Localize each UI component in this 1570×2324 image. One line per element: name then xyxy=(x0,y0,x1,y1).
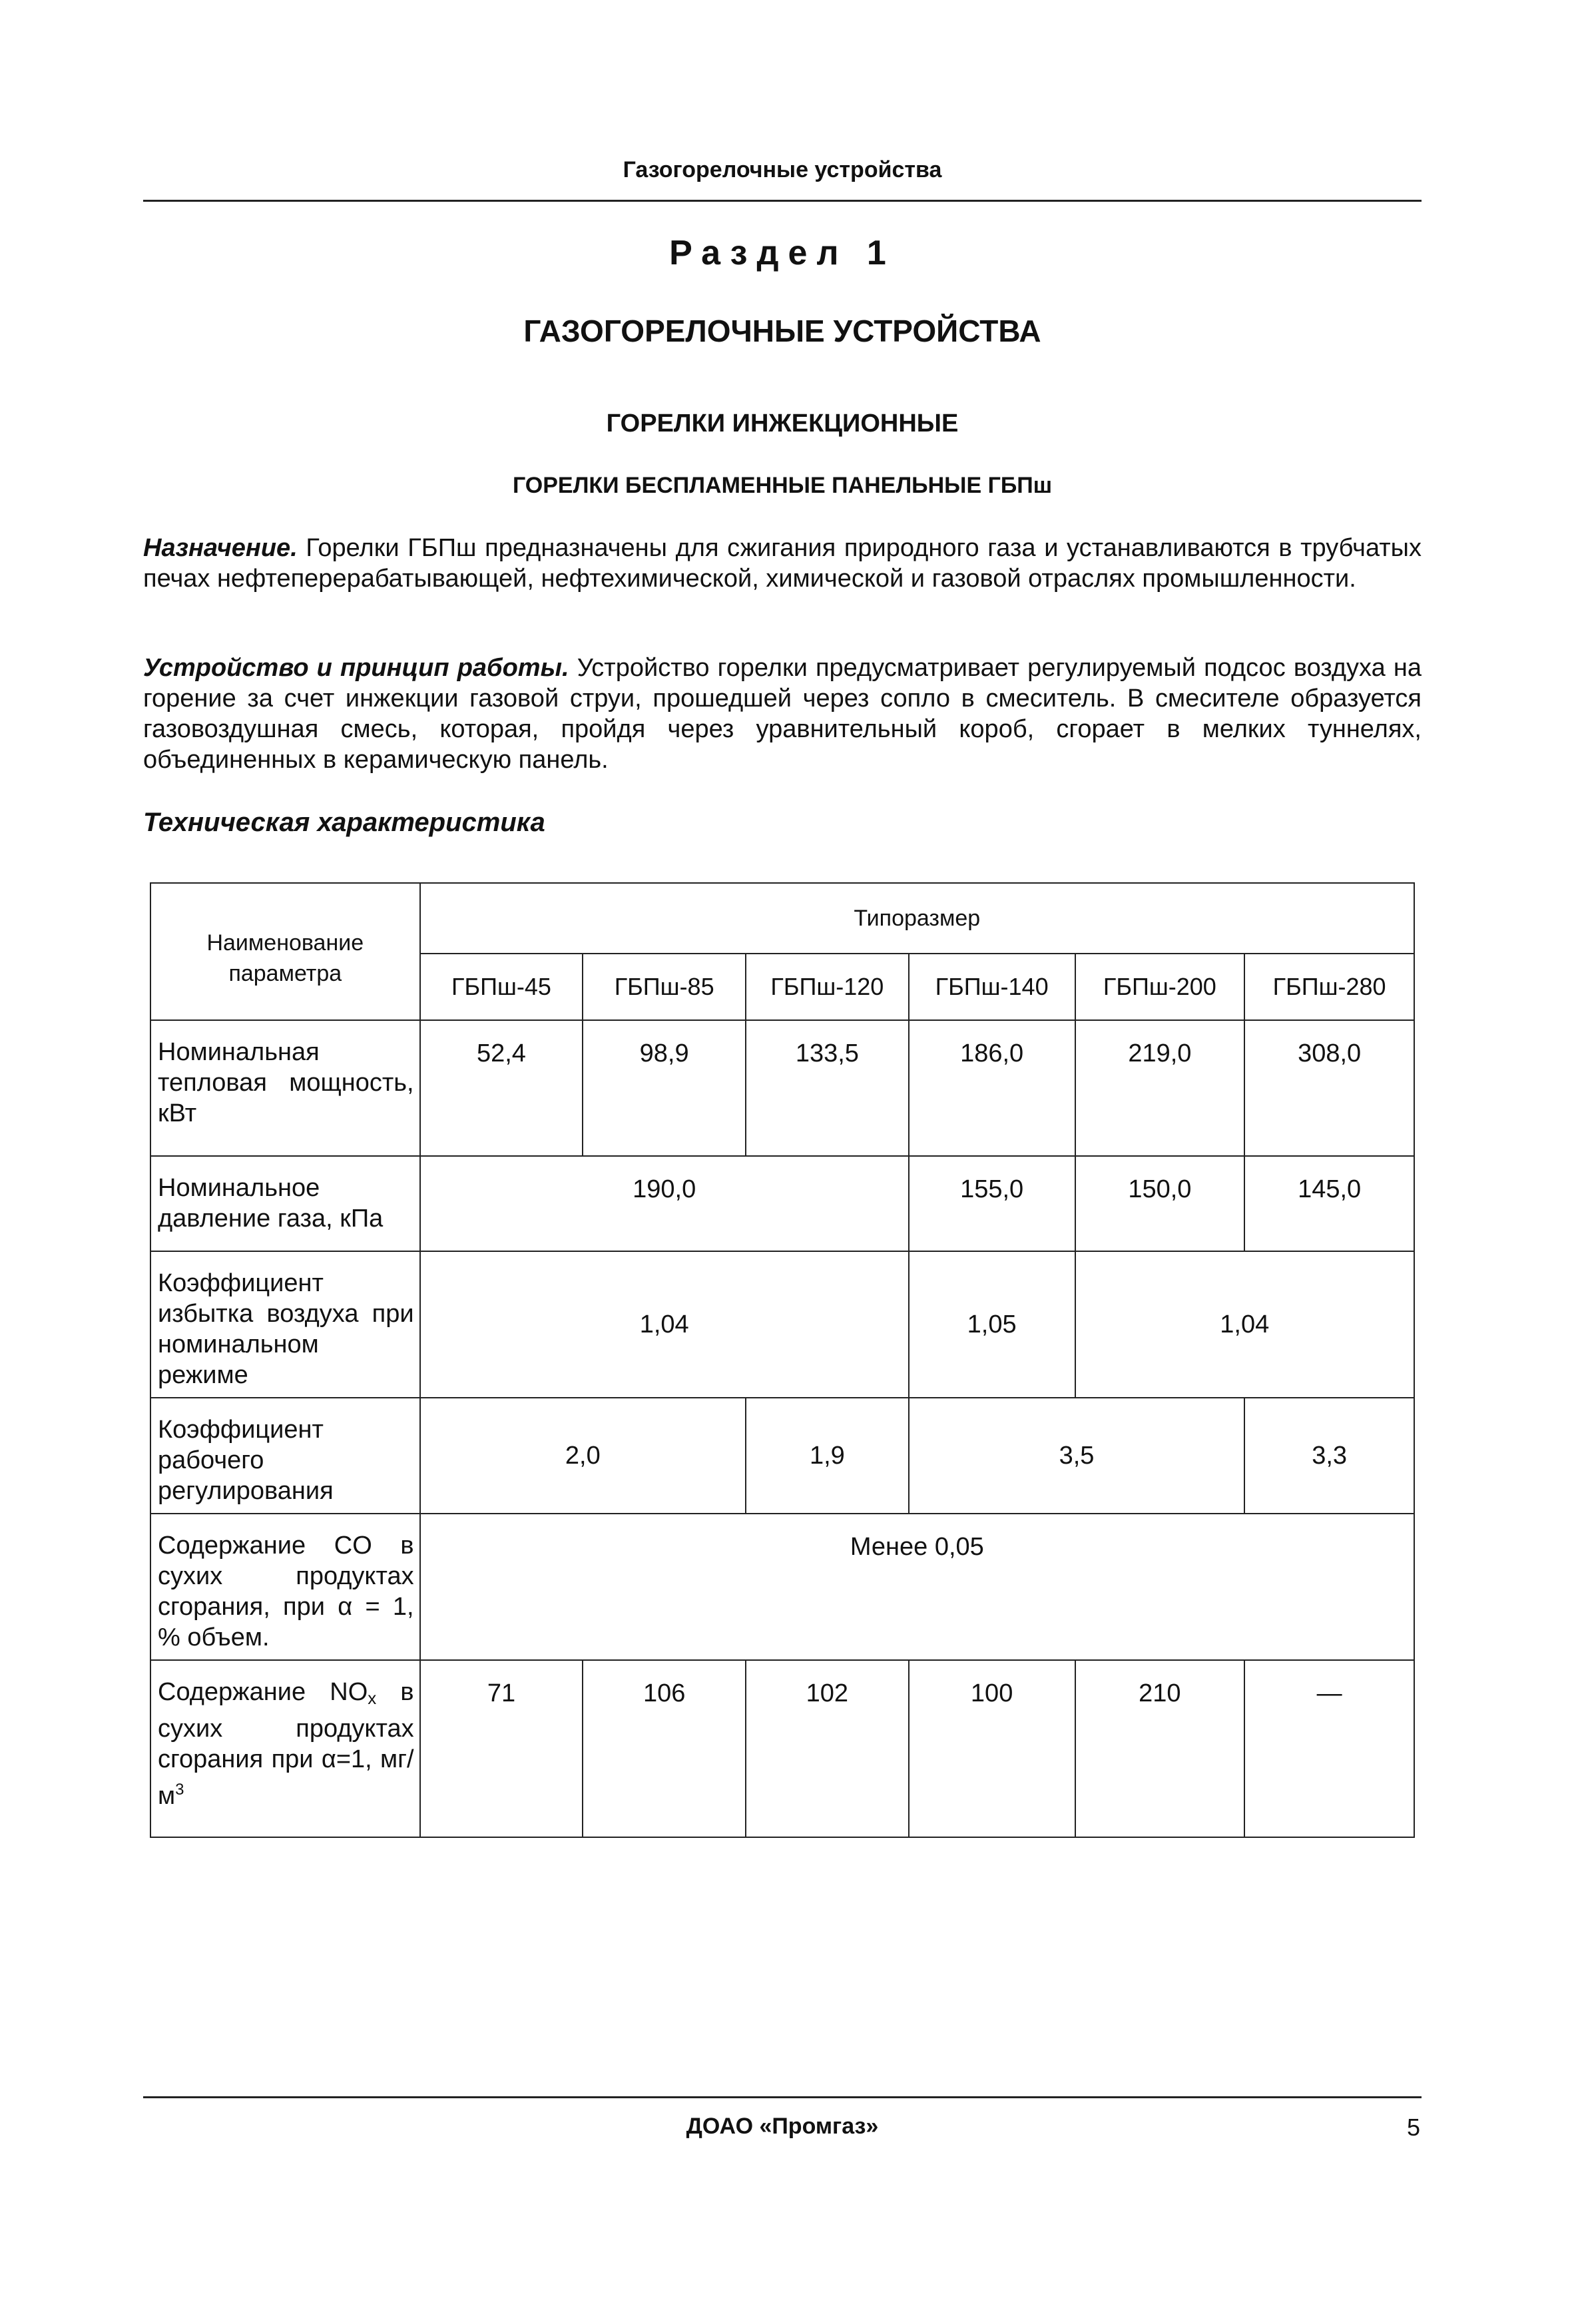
nox-name-a: Содержание NO xyxy=(158,1678,368,1706)
table-row xyxy=(150,1251,1414,1398)
purpose-text: Горелки ГБПш предназначены для сжигания природного газа и устанавливаются в трубчатых печах нефтеперерабатывающей, нефтехимической, химической и газовой отраслях промышленности. xyxy=(143,534,1422,593)
table-cell: 102 xyxy=(746,1660,909,1837)
page-number: 5 xyxy=(1406,2114,1420,2141)
spec-table xyxy=(150,882,1415,1838)
purpose-paragraph xyxy=(143,533,1422,594)
model-header: ГБПш-120 xyxy=(746,954,909,1020)
table-cell: 210 xyxy=(1075,1660,1245,1837)
table-cell: Менее 0,05 xyxy=(420,1514,1414,1660)
table-cell: 1,05 xyxy=(909,1251,1075,1398)
tech-characteristics-title: Техническая характеристика xyxy=(143,808,545,837)
param-name: Номинальная тепловая мощность, кВт xyxy=(150,1020,420,1156)
header-rule xyxy=(143,200,1422,202)
table-row xyxy=(150,1398,1414,1514)
section-label: Раздел 1 xyxy=(669,234,896,272)
table-cell: 155,0 xyxy=(909,1156,1075,1251)
co-name-part1: Содержание CO в сухих продуктах сгорания, при xyxy=(158,1532,414,1621)
alpha-symbol: α xyxy=(338,1593,353,1621)
table-cell: 308,0 xyxy=(1244,1020,1414,1156)
table-cell: 71 xyxy=(420,1660,583,1837)
model-header: ГБПш-45 xyxy=(420,954,583,1020)
param-name xyxy=(150,1514,420,1660)
table-row xyxy=(150,1514,1414,1660)
table-cell: 219,0 xyxy=(1075,1020,1245,1156)
table-header-row xyxy=(150,883,1414,954)
table-cell: 190,0 xyxy=(420,1156,909,1251)
param-name: Номинальное давление газа, кПа xyxy=(150,1156,420,1251)
table-cell: 3,3 xyxy=(1244,1398,1414,1514)
table-cell: 1,04 xyxy=(420,1251,909,1398)
model-header: ГБПш-200 xyxy=(1075,954,1245,1020)
section-title: ГАЗОГОРЕЛОЧНЫЕ УСТРОЙСТВА xyxy=(523,314,1041,348)
table-row xyxy=(150,1020,1414,1156)
param-name: Коэффициент рабочего регулирования xyxy=(150,1398,420,1514)
table-cell: — xyxy=(1244,1660,1414,1837)
table-cell: 150,0 xyxy=(1075,1156,1245,1251)
table-cell: 186,0 xyxy=(909,1020,1075,1156)
nox-subscript: x xyxy=(368,1688,377,1708)
nox-name-b: в сухих продуктах сгорания при α=1, мг/м xyxy=(158,1678,414,1810)
table-cell: 106 xyxy=(583,1660,746,1837)
param-header: Наименование параметра xyxy=(150,883,420,1020)
principle-lead: Устройство и принцип работы. xyxy=(143,654,569,682)
model-header: ГБПш-85 xyxy=(583,954,746,1020)
purpose-lead: Назначение. xyxy=(143,534,298,562)
table-cell: 133,5 xyxy=(746,1020,909,1156)
table-row xyxy=(150,1156,1414,1251)
table-cell: 2,0 xyxy=(420,1398,746,1514)
size-header: Типоразмер xyxy=(420,883,1414,954)
table-cell: 145,0 xyxy=(1244,1156,1414,1251)
principle-text: Устройство горелки предусматривает регулируемый подсос воздуха на горение за счет инжекции газовой струи, прошедшей через сопло в смеситель. В смесителе образуется газовоздушная смесь, которая, пройдя через уравнительный короб, сгорает в мелких туннелях, объединенных в керамическую панель. xyxy=(143,654,1422,774)
table-cell: 3,5 xyxy=(909,1398,1244,1514)
principle-paragraph xyxy=(143,653,1422,775)
param-name: Коэффициент избытка воздуха при номинальном режиме xyxy=(150,1251,420,1398)
co-name-part2: = 1, % объем. xyxy=(158,1593,414,1651)
model-header: ГБПш-140 xyxy=(909,954,1075,1020)
param-name xyxy=(150,1660,420,1837)
nox-superscript: 3 xyxy=(175,1781,184,1799)
product-title: ГОРЕЛКИ БЕСПЛАМЕННЫЕ ПАНЕЛЬНЫЕ ГБПш xyxy=(512,473,1053,498)
table-cell: 1,04 xyxy=(1075,1251,1415,1398)
table-cell: 1,9 xyxy=(746,1398,909,1514)
table-cell: 52,4 xyxy=(420,1020,583,1156)
table-row xyxy=(150,1660,1414,1837)
footer-rule xyxy=(143,2096,1422,2098)
table-cell: 98,9 xyxy=(583,1020,746,1156)
running-header: Газогорелочные устройства xyxy=(623,157,942,182)
subsection-title: ГОРЕЛКИ ИНЖЕКЦИОННЫЕ xyxy=(606,410,959,437)
table-cell: 100 xyxy=(909,1660,1075,1837)
footer-org: ДОАО «Промгаз» xyxy=(686,2114,879,2139)
model-header: ГБПш-280 xyxy=(1244,954,1414,1020)
